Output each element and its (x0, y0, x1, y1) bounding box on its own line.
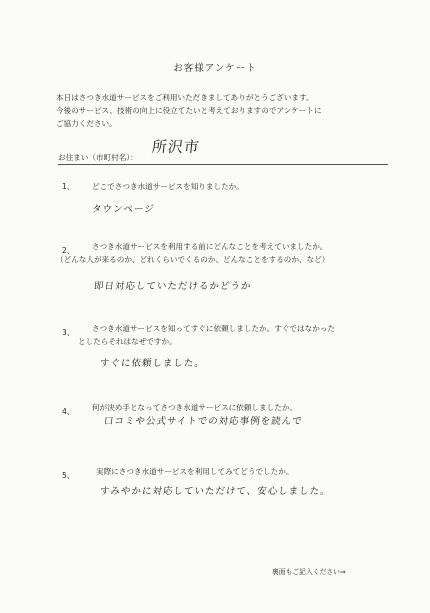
intro-line: 本日はさつき水道サービスをご利用いただきましてありがとうございます。 (56, 93, 314, 102)
answer-text: タウンページ (91, 204, 156, 215)
address-label: お住まい（市町村名）： (58, 153, 138, 162)
answer-text: 即日対応していただけるかどうか (93, 281, 252, 292)
question-number: 1、 (62, 182, 75, 191)
question-text: （どんな人が来るのか、どれくらいでくるのか、どんなことをするのか、など） (56, 255, 330, 264)
answer-text: すぐに依頼しました。 (99, 358, 206, 369)
intro-line: ご協力ください。 (56, 119, 117, 128)
question-text: 実際にさつき水道サービスを利用してみてどうでしたか。 (96, 467, 294, 476)
question-text: 何が決め手となってさつき水道サービスに依頼しましたか。 (92, 403, 298, 412)
question-text: さつき水道サービスを利用する前にどんなことを考えていましたか。 (92, 242, 328, 251)
question-number: 3、 (62, 328, 75, 337)
footer-note: 裏面もご記入ください⇒ (272, 568, 346, 576)
intro-line: 今後のサービス、技術の向上に役立てたいと考えておりますのでアンケートに (56, 106, 322, 115)
question-number: 4、 (62, 407, 75, 416)
page-title: お客様アンケート (173, 63, 257, 74)
question-text: としたらそれはなぜですか。 (78, 337, 177, 346)
question-number: 2、 (62, 246, 75, 255)
question-number: 5、 (62, 471, 75, 480)
answer-text: 口コミや公式サイトでの対応事例を読んで (103, 416, 304, 427)
question-text: どこでさつき水道サービスを知りましたか。 (92, 182, 244, 191)
answer-text: すみやかに対応していただけて、安心しました。 (99, 486, 332, 497)
address-value: 所沢市 (151, 138, 201, 156)
address-underline (58, 164, 388, 165)
question-text: さつき水道サービスを知ってすぐに依頼しましたか。すぐではなかった (92, 324, 335, 333)
